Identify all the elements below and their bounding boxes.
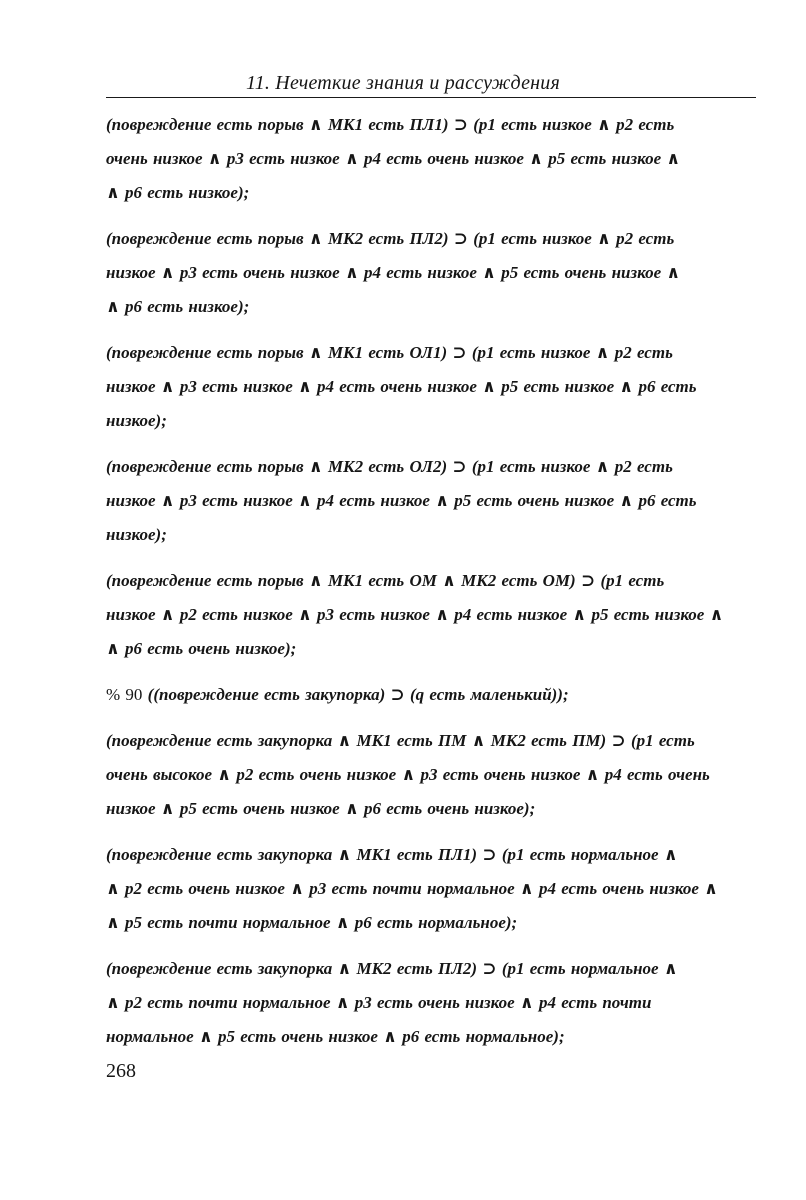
text-line: низкое ∧ p5 есть очень низкое ∧ p6 есть очень низкое); (106, 799, 536, 818)
text-line (106, 678, 758, 712)
rule-paragraph (106, 724, 758, 826)
text-line: ∧ p2 есть почти нормальное ∧ p3 есть очень низкое ∧ p4 есть почти (106, 993, 652, 1012)
text-line: низкое ∧ p3 есть низкое ∧ p4 есть очень низкое ∧ p5 есть низкое ∧ p6 есть (106, 377, 697, 396)
rule-paragraph (106, 222, 758, 324)
text-line: ∧ p6 есть низкое); (106, 183, 250, 202)
text-line: ∧ p5 есть почти нормальное ∧ p6 есть нормальное); (106, 913, 518, 932)
rule-paragraph (106, 450, 758, 552)
probability-rule-text: ((повреждение есть закупорка) ⊃ (q есть маленький)); (147, 685, 569, 704)
text-line: низкое ∧ p3 есть низкое ∧ p4 есть низкое ∧ p5 есть очень низкое ∧ p6 есть (106, 491, 697, 510)
header-rule (106, 97, 756, 98)
text-line: (повреждение есть порыв ∧ МК2 есть ПЛ2) ⊃ (p1 есть низкое ∧ p2 есть (106, 229, 675, 248)
text-line: ∧ p6 есть очень низкое); (106, 639, 297, 658)
text-line: низкое ∧ p3 есть очень низкое ∧ p4 есть низкое ∧ p5 есть очень низкое ∧ (106, 263, 681, 282)
text-line: ∧ p6 есть низкое); (106, 297, 250, 316)
running-head: 11. Нечеткие знания и рассуждения (245, 72, 560, 94)
page-number: 268 (106, 1060, 136, 1082)
rule-paragraph (106, 952, 758, 1054)
rules-body (106, 108, 758, 1066)
text-line: (повреждение есть закупорка ∧ МК2 есть ПЛ2) ⊃ (p1 есть нормальное ∧ (106, 959, 678, 978)
rule-paragraph (106, 108, 758, 210)
text-line: низкое); (106, 411, 167, 430)
text-line: (повреждение есть закупорка ∧ МК1 есть ПМ ∧ МК2 есть ПМ) ⊃ (p1 есть (106, 731, 695, 750)
text-line: ∧ p2 есть очень низкое ∧ p3 есть почти нормальное ∧ p4 есть очень низкое ∧ (106, 879, 718, 898)
text-line: низкое ∧ p2 есть низкое ∧ p3 есть низкое ∧ p4 есть низкое ∧ p5 есть низкое ∧ (106, 605, 724, 624)
text-line: низкое); (106, 525, 167, 544)
probability-prefix: % 90 (106, 685, 148, 704)
text-line: очень высокое ∧ p2 есть очень низкое ∧ p3 есть очень низкое ∧ p4 есть очень (106, 765, 710, 784)
probability-rule-paragraph (106, 678, 758, 712)
text-line: (повреждение есть порыв ∧ МК1 есть ОЛ1) ⊃ (p1 есть низкое ∧ p2 есть (106, 343, 673, 362)
text-line: (повреждение есть порыв ∧ МК1 есть ОМ ∧ МК2 есть ОМ) ⊃ (p1 есть (106, 571, 665, 590)
rule-paragraph (106, 838, 758, 940)
rule-paragraph (106, 564, 758, 666)
text-line: (повреждение есть порыв ∧ МК2 есть ОЛ2) ⊃ (p1 есть низкое ∧ p2 есть (106, 457, 673, 476)
text-line: (повреждение есть порыв ∧ МК1 есть ПЛ1) ⊃ (p1 есть низкое ∧ p2 есть (106, 115, 675, 134)
text-line: очень низкое ∧ p3 есть низкое ∧ p4 есть очень низкое ∧ p5 есть низкое ∧ (106, 149, 681, 168)
rule-paragraph (106, 336, 758, 438)
text-line: (повреждение есть закупорка ∧ МК1 есть ПЛ1) ⊃ (p1 есть нормальное ∧ (106, 845, 678, 864)
text-line: нормальное ∧ p5 есть очень низкое ∧ p6 есть нормальное); (106, 1027, 565, 1046)
